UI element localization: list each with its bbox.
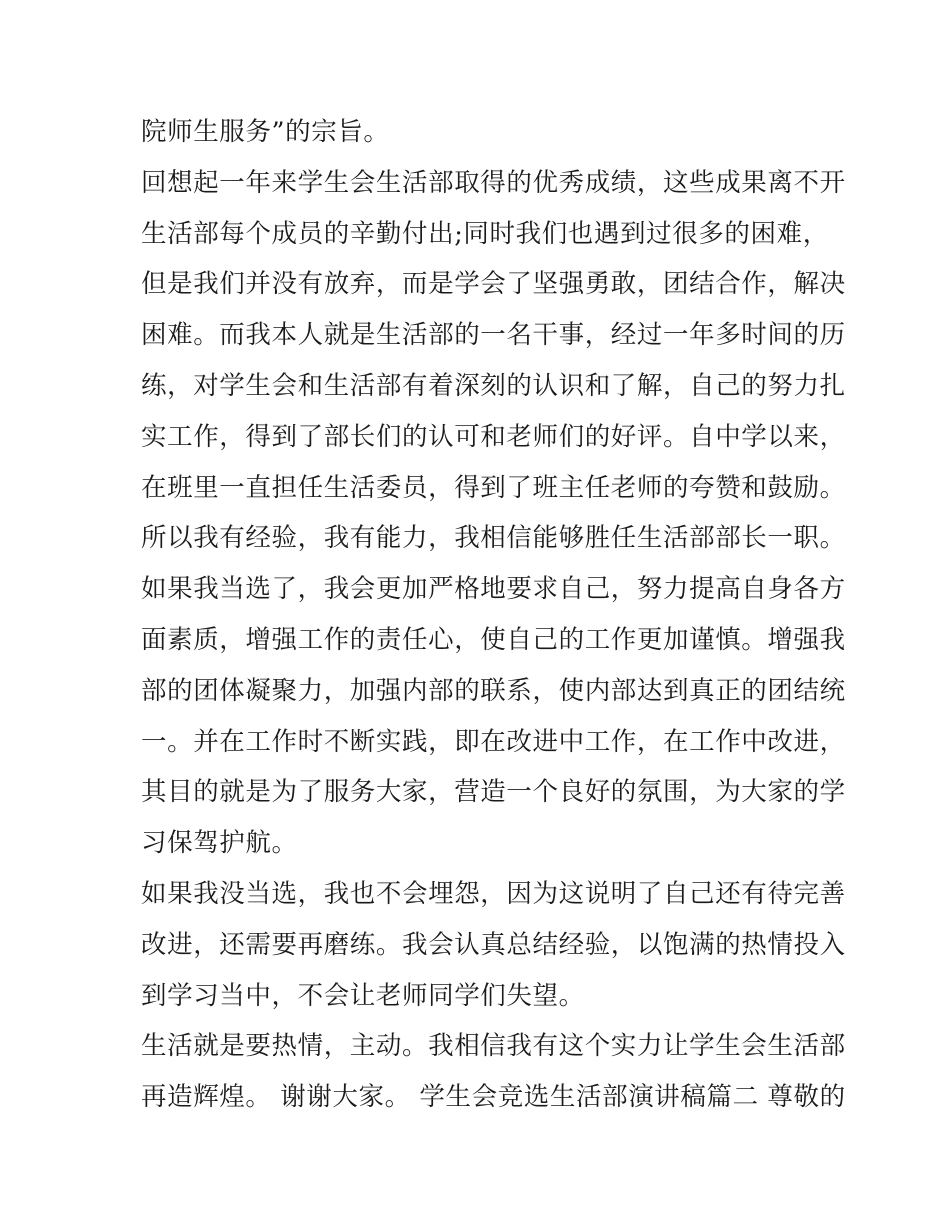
text-line: 练，对学生会和生活部有着深刻的认识和了解，自己的努力扎	[141, 370, 846, 401]
text-line: 在班里一直担任生活委员，得到了班主任老师的夸赞和鼓励。	[141, 472, 846, 503]
text-line: 所以我有经验，我有能力，我相信能够胜任生活部部长一职。	[141, 523, 846, 554]
text-line: 一。并在工作时不断实践，即在改进中工作，在工作中改进，	[141, 726, 846, 757]
text-line: 再造辉煌。 谢谢大家。 学生会竞选生活部演讲稿篇二 尊敬的	[141, 1082, 846, 1113]
text-line: 如果我当选了，我会更加严格地要求自己，努力提高自身各方	[141, 574, 846, 605]
document-page	[141, 107, 846, 1123]
text-line: 改进，还需要再磨练。我会认真总结经验，以饱满的热情投入	[141, 929, 846, 960]
text-line: 回想起一年来学生会生活部取得的优秀成绩，这些成果离不开	[141, 167, 846, 198]
text-line: 如果我没当选，我也不会埋怨，因为这说明了自己还有待完善	[141, 878, 846, 909]
text-line: 困难。而我本人就是生活部的一名干事，经过一年多时间的历	[141, 320, 846, 351]
text-line: 习保驾护航。	[141, 828, 298, 859]
text-line: 其目的就是为了服务大家，营造一个良好的氛围，为大家的学	[141, 777, 846, 808]
text-line: 院师生服务”的宗旨。	[141, 117, 390, 147]
text-line: 生活就是要热情，主动。我相信我有这个实力让学生会生活部	[141, 1031, 846, 1062]
text-line: 面素质，增强工作的责任心，使自己的工作更加谨慎。增强我	[141, 624, 846, 655]
text-line: 到学习当中，不会让老师同学们失望。	[141, 980, 585, 1011]
text-line: 生活部每个成员的辛勤付出;同时我们也遇到过很多的困难，	[141, 218, 829, 249]
text-line: 实工作，得到了部长们的认可和老师们的好评。自中学以来，	[141, 421, 846, 452]
text-line: 部的团体凝聚力，加强内部的联系，使内部达到真正的团结统	[141, 675, 846, 706]
text-line: 但是我们并没有放弃，而是学会了坚强勇敢，团结合作，解决	[141, 269, 846, 300]
